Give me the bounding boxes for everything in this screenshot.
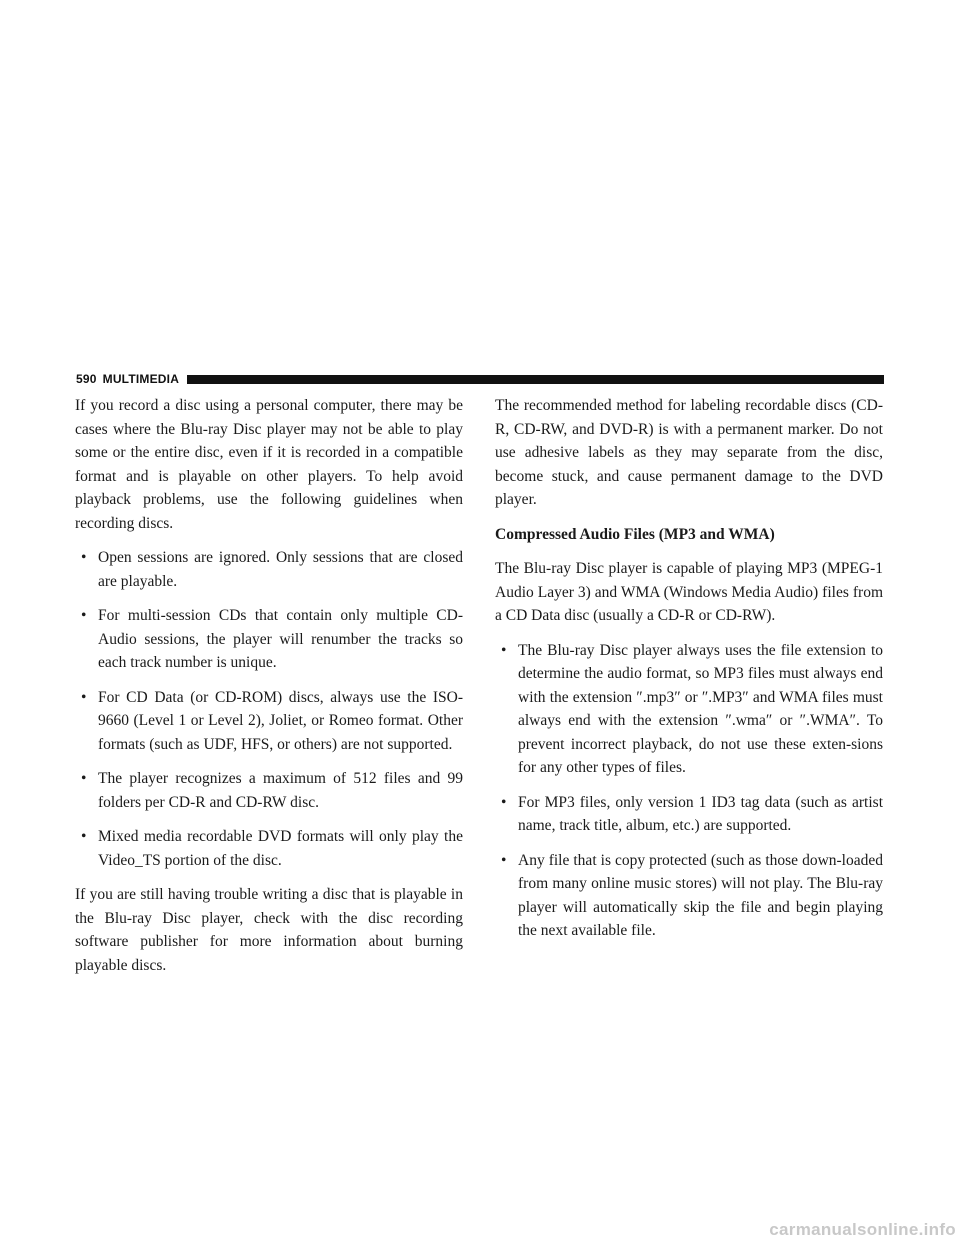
labeling-paragraph: The recommended method for labeling recordable discs (CD-R, CD-RW, and DVD-R) is with a permanent marker. Do not use adhesive labels as they may separate from the disc, become stuck, and cause permanent damage to the DVD player. (495, 397, 883, 508)
list-item (495, 791, 883, 838)
page-number: 590 (76, 372, 97, 386)
list-item (75, 825, 463, 872)
list-item (495, 849, 883, 943)
list-item (75, 767, 463, 814)
header-rule (187, 375, 884, 384)
list-item-text: For multi-session CDs that contain only multiple CD-Audio sessions, the player will renumber the tracks so each track number is unique. (98, 607, 463, 671)
list-item-text: The player recognizes a maximum of 512 files and 99 folders per CD-R and CD-RW disc. (98, 770, 463, 811)
list-item-text: For MP3 files, only version 1 ID3 tag data (such as artist name, track title, album, etc.) are supported. (518, 793, 883, 834)
bullet-icon: • (81, 607, 87, 624)
list-item (75, 686, 463, 757)
bullet-icon: • (501, 641, 507, 659)
bullet-icon: • (501, 851, 507, 869)
list-item-text: Mixed media recordable DVD formats will only play the Video_TS portion of the disc. (98, 828, 463, 869)
left-column (75, 394, 463, 988)
list-item-text: For CD Data (or CD-ROM) discs, always use the ISO-9660 (Level 1 or Level 2), Joliet, or Romeo format. Other formats (such as UDF, HFS, or others) are not supported. (98, 688, 463, 753)
compressed-audio-heading: Compressed Audio Files (MP3 and WMA) (495, 525, 775, 543)
section-title: MULTIMEDIA (102, 372, 180, 386)
list-item-text: Any file that is copy protected (such as those down-loaded from many online music stores) will not play. The Blu-ray player will automatically skip the file and begin playing the next available file. (518, 851, 883, 939)
bullet-icon: • (81, 770, 87, 787)
audio-file-notes-list (495, 639, 883, 943)
bullet-icon: • (81, 549, 87, 566)
capability-paragraph: The Blu-ray Disc player is capable of playing MP3 (MPEG-1 Audio Layer 3) and WMA (Windows Media Audio) files from a CD Data disc (usually a CD-R or CD-RW). (495, 560, 883, 624)
bullet-icon: • (501, 793, 507, 811)
bullet-icon: • (81, 688, 87, 706)
list-item-text: Open sessions are ignored. Only sessions that are closed are playable. (98, 549, 463, 590)
recording-guidelines-list (75, 546, 463, 872)
closing-paragraph: If you are still having trouble writing a disc that is playable in the Blu-ray Disc player, check with the disc recording software publisher for more information about burning playable discs. (75, 886, 463, 974)
list-item (75, 546, 463, 593)
bullet-icon: • (81, 828, 87, 845)
watermark: carmanualsonline.info (769, 1220, 956, 1239)
list-item (75, 604, 463, 675)
list-item (495, 639, 883, 780)
page-header (76, 372, 884, 386)
intro-paragraph: If you record a disc using a personal computer, there may be cases where the Blu-ray Disc player may not be able to play some or the entire disc, even if it is recorded in a compatible format and is playable on other players. To help avoid playback problems, use the following guidelines when recording discs. (75, 397, 463, 532)
list-item-text: The Blu-ray Disc player always uses the file extension to determine the audio format, so MP3 files must always end with the extension ″.mp3″ or ″.MP3″ and WMA files must always end with the extension ″.wma″ or ″.WMA″. To prevent incorrect playback, do not use these exten-sions for any other types of files. (518, 641, 883, 776)
right-column (495, 394, 883, 954)
